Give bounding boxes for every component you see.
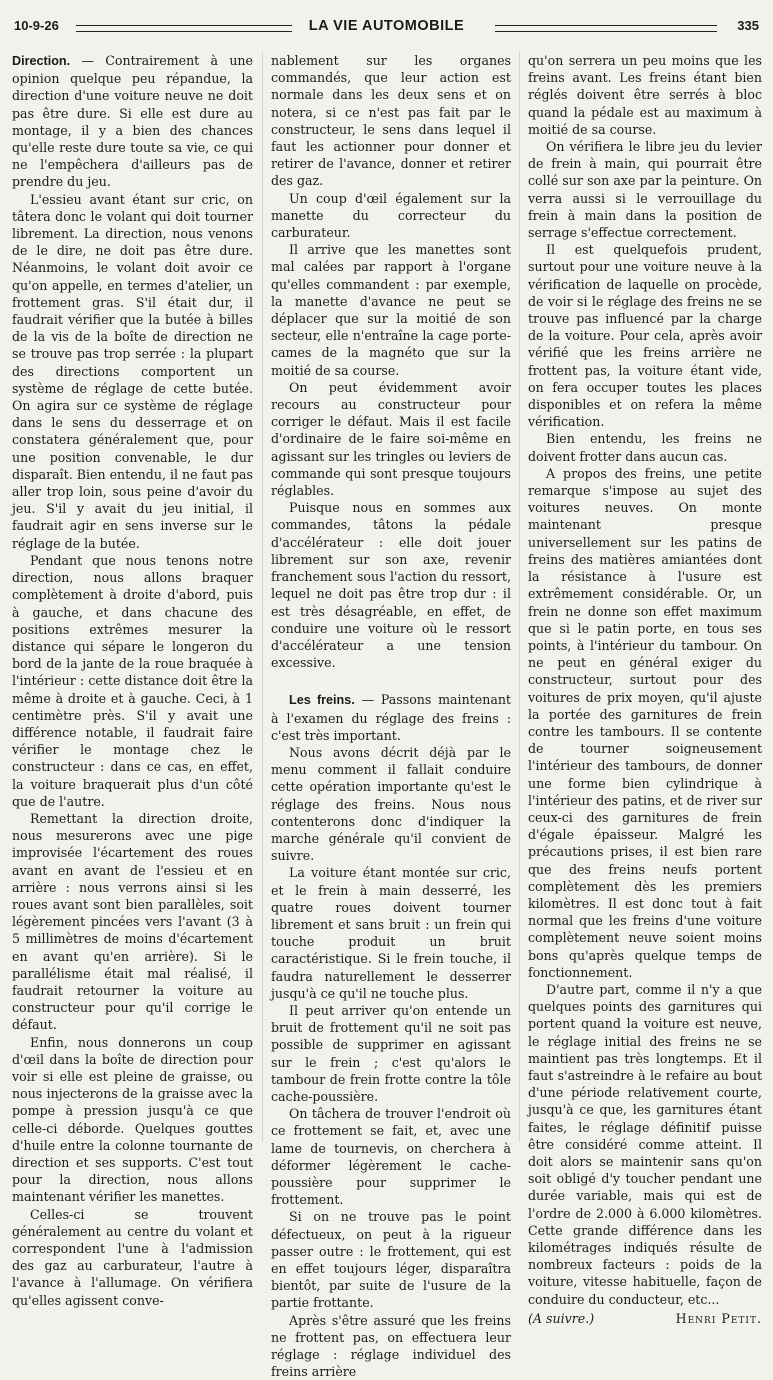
paragraph: Il arrive que les manettes sont mal calées par rapport à l'organe qu'elles commandent : par exemple, la manette d'avance ne peut se déplacer que sur la moitié de son secteur, elle n'entraîne la cage porte-cames de la magnéto que sur la moitié de sa course. (271, 242, 511, 378)
paragraph: D'autre part, comme il n'y a que quelques points des garnitures qui portent quand la voiture est neuve, le réglage initial des freins ne se maintient pas très longtemps. Et il faut s'astreindre à le refaire au bout d'une période relativement courte, jusqu'à ce que, les garnitures étant faites, le réglage définitif puisse être considéré comme atteint. Il doit alors se maintenir sans qu'on soit obligé d'y toucher pendant une durée variable, mais qui est de l'ordre de 2.000 à 6.000 kilomètres. Cette grande différence dans les kilométrages indiqués résulte de nombreux facteurs : poids de la voiture, vitesse habituelle, façon de conduire du conducteur, etc... (528, 981, 762, 1307)
paragraph: Enfin, nous donnerons un coup d'œil dans la boîte de direction pour voir si elle est pleine de graisse, ou nous injecterons de la graisse avec la pompe à pression jusqu'à ce que celle-ci déborde. Quelques gouttes d'huile entre la colonne tournante de direction et ses supports. C'est tout pour la direction, nous allons maintenant vérifier les manettes. (12, 1034, 253, 1205)
paragraph: Si on ne trouve pas le point défectueux, on peut à la rigueur passer outre : le frottement, qui est en effet toujours léger, disparaîtra bientôt, par suite de l'usure de la partie frottante. (271, 1209, 511, 1311)
paragraph-text: — Passons maintenant à l'examen du réglage des freins : c'est très important. (271, 692, 511, 743)
column-divider (262, 52, 263, 1142)
paragraph: Celles-ci se trouvent généralement au centre du volant et correspondent l'une à l'admission des gaz au carburateur, l'autre à l'avance à l'allumage. On vérifiera qu'elles agissent conve- (12, 1206, 253, 1308)
author-name: Henri Petit. (675, 1310, 762, 1326)
paragraph: On tâchera de trouver l'endroit où ce frottement se fait, et, avec une lame de tournevis, on cherchera à déformer légèrement le cache-poussière pour supprimer le frottement. (271, 1106, 511, 1208)
paragraph (271, 691, 511, 744)
paragraph: La voiture étant montée sur cric, et le frein à main desserré, les quatre roues doivent tourner librement et sans bruit : un frein qui touche produit un bruit caractéristique. Si le frein touche, il faudra naturellement le desserrer jusqu'à ce qu'il ne touche plus. (271, 865, 511, 1001)
column-1 (12, 52, 253, 1309)
page-header (14, 18, 759, 44)
paragraph: L'essieu avant étant sur cric, on tâtera donc le volant qui doit tourner librement. La direction, nous venons de le dire, ne doit pas être dure. Néanmoins, le volant doit avoir ce qu'on appelle, en termes d'atelier, un frottement gras. S'il était dur, il faudrait vérifier que la butée à billes de la vis de la boîte de direction ne se trouve pas trop serrée : la plupart des directions comportent un système de réglage de cette butée. On agira sur ce système de réglage dans le sens du desserrage et on constatera généralement que, pour une position convenable, le dur disparaît. Bien entendu, il ne faut pas aller trop loin, sous peine d'avoir du jeu. S'il y avait du jeu initial, il faudrait agir en sens inverse sur le réglage de la butée. (12, 191, 253, 551)
paragraph: Bien entendu, les freins ne doivent frotter dans aucun cas. (528, 431, 762, 464)
paragraph: Après s'être assuré que les freins ne frottent pas, on effectuera leur réglage : réglage individuel des freins arrière (271, 1312, 511, 1380)
column-divider (519, 52, 520, 1142)
paragraph: On vérifiera le libre jeu du levier de frein à main, qui pourrait être collé sur son axe par la peinture. On verra aussi si le verrouillage du frein à main dans la position de serrage s'effectue correctement. (528, 139, 762, 241)
paragraph: Un coup d'œil également sur la manette du correcteur du carburateur. (271, 190, 511, 241)
column-2 (271, 52, 511, 1380)
paragraph: On peut évidemment avoir recours au constructeur pour corriger le défaut. Mais il est facile d'ordinaire de le faire soi-même en agissant sur les tringles ou leviers de commande qui sont presque toujours réglables. (271, 379, 511, 499)
header-date: 10-9-26 (14, 18, 65, 33)
column-3 (528, 52, 762, 1327)
header-rule-left (76, 25, 292, 32)
paragraph: Puisque nous en sommes aux commandes, tâtons la pédale d'accélérateur : elle doit jouer librement sur son axe, revenir franchement sous l'action du ressort, lequel ne doit pas être trop dur : il est très désagréable, en effet, de conduire une voiture où le ressort d'accélérateur a une tension excessive. (271, 500, 511, 671)
paragraph: Il peut arriver qu'on entende un bruit de frottement qu'il ne soit pas possible de supprimer en agissant sur le frein ; c'est qu'alors le tambour de frein frotte contre la tôle cache-poussière. (271, 1002, 511, 1104)
paragraph: Il est quelquefois prudent, surtout pour une voiture neuve à la vérification de laquelle on procède, de voir si le réglage des freins ne se trouve pas influencé par la charge de la voiture. Pour cela, après avoir vérifié que les freins arrière ne frottent pas, la voiture étant vide, on fera occuper toutes les places disponibles et on refera la même vérification. (528, 242, 762, 430)
page-number: 335 (731, 18, 759, 33)
header-rule-right (495, 25, 717, 32)
paragraph: Remettant la direction droite, nous mesurerons avec une pige improvisée l'écartement des roues avant en avant de l'essieu et en arrière : nous verrons ainsi si les roues avant sont bien parallèles, soit légèrement pincées vers l'avant (3 à 5 millimètres de moins d'écartement en avant qu'en arrière). Si le parallélisme était mal réalisé, il faudrait retourner la voiture au constructeur pour qu'il corrige le défaut. (12, 810, 253, 1033)
signature-line (528, 1310, 762, 1327)
paragraph: Nous avons décrit déjà par le menu comment il fallait conduire cette opération importante qu'est le réglage des freins. Nous nous contenterons donc d'indiquer la marche générale qu'il convient de suivre. (271, 744, 511, 864)
to-be-continued: (A suivre.) (528, 1310, 595, 1326)
paragraph: A propos des freins, une petite remarque s'impose au sujet des voitures neuves. On monte maintenant presque universellement sur les patins de freins des matières amiantées dont la résistance à l'usure est extrêmement considérable. Or, un frein ne donne son effet maximum que si le patin porte, en tous ses points, à l'intérieur du tambour. On ne peut en général exiger du constructeur, surtout pour des voitures de prix moyen, qu'il ajuste la portée des garnitures de frein contre les tambours. Il se contente de tourner soigneusement l'intérieur des tambours, de donner une forme bien cylindrique à l'intérieur des patins, et de river sur ceux-ci des garnitures de frein d'égale épaisseur. Malgré les précautions prises, il est bien rare que des freins neufs portent complètement dès les premiers kilomètres. Il est donc tout à fait normal que les freins d'une voiture complètement neuve soient moins bons qu'après quelque temps de fonctionnement. (528, 465, 762, 980)
section-heading-freins: Les freins. (289, 693, 355, 708)
paragraph: Pendant que nous tenons notre direction, nous allons braquer complètement à droite d'abord, puis à gauche, et dans chacune des positions extrêmes mesurer la distance qui sépare le longeron du bord de la jante de la roue braquée à l'intérieur : cette distance doit être la même à droite et à gauche. Ceci, à 1 centimètre près. S'il y avait une différence notable, il faudrait faire vérifier le montage chez le constructeur : dans ce cas, en effet, la voiture braquerait plus d'un côté que de l'autre. (12, 552, 253, 809)
paragraph-text: — Contrairement à une opinion quelque peu répandue, la direction d'une voiture neuve ne doit pas être dure. Si elle est dure au montage, il y a bien des chances qu'elle reste dure toute sa vie, ce qui ne l'empêchera d'ailleurs pas de prendre du jeu. (12, 53, 253, 190)
paragraph (12, 52, 253, 191)
paragraph: qu'on serrera un peu moins que les freins avant. Les freins étant bien réglés doivent être serrés à bloc quand la pédale est au maximum à moitié de sa course. (528, 53, 762, 137)
paragraph: nablement sur les organes commandés, que leur action est normale dans les deux sens et on notera, si ce n'est pas fait par le constructeur, le sens dans lequel il faut les actionner pour donner et retirer de l'avance, donner et retirer des gaz. (271, 53, 511, 189)
section-heading-direction: Direction. (12, 54, 71, 68)
journal-title: LA VIE AUTOMOBILE (303, 18, 470, 34)
